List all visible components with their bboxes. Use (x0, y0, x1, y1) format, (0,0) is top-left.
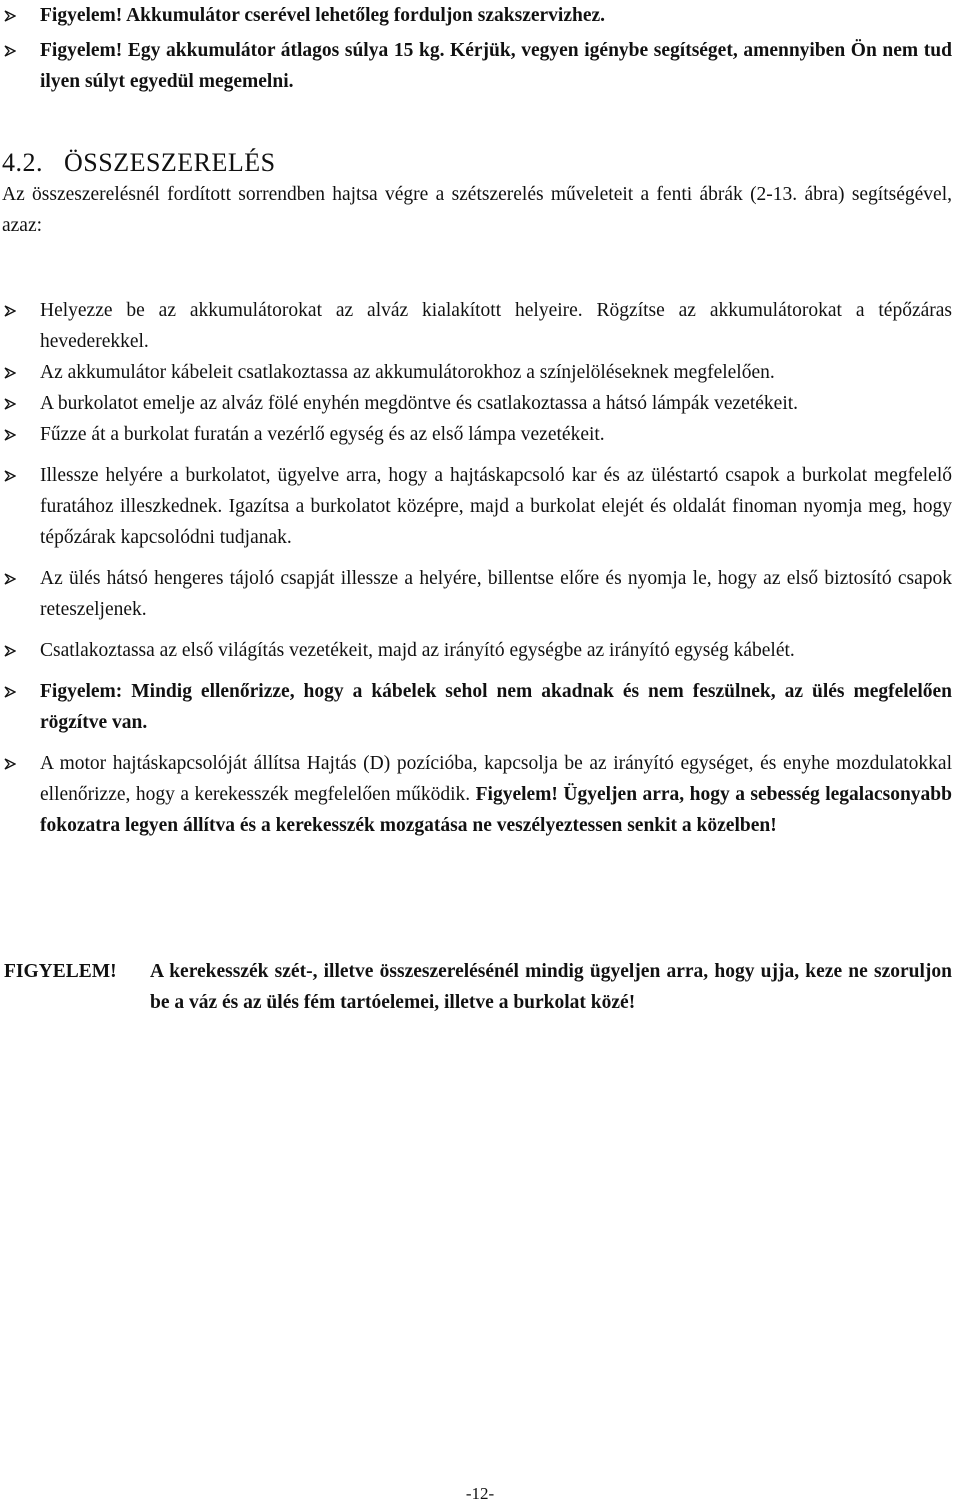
assembly-steps-list (0, 295, 960, 841)
final-warning (4, 956, 960, 1018)
section-heading (0, 146, 952, 180)
list-item-warning (0, 676, 960, 738)
list-item-text: Figyelem! Akkumulátor cserével lehetőleg forduljon szakszervizhez. (40, 5, 606, 26)
list-item-text: Az akkumulátor kábeleit csatlakoztassa az akkumulátorokhoz a színjelöléseknek megfelelően. (40, 362, 775, 383)
arrowhead-bullet-icon (2, 357, 18, 388)
section-number: 4.2. (2, 148, 43, 177)
list-item (0, 748, 960, 841)
list-item-text: Figyelem: Mindig ellenőrizze, hogy a kábelek sehol nem akadnak és nem feszülnek, az ülés megfelelően rögzítve van. (40, 681, 952, 733)
warning-label: FIGYELEM! (4, 961, 117, 982)
arrowhead-bullet-icon (2, 0, 18, 31)
arrowhead-bullet-icon (2, 460, 18, 491)
list-item (0, 419, 960, 450)
arrowhead-bullet-icon (2, 295, 18, 326)
section-title: ÖSSZESZERELÉS (64, 148, 276, 177)
list-item (0, 35, 960, 97)
list-item (0, 460, 960, 553)
arrowhead-bullet-icon (2, 563, 18, 594)
list-item (0, 357, 960, 388)
arrowhead-bullet-icon (2, 419, 18, 450)
top-bullet-list (0, 0, 960, 97)
list-item (0, 295, 960, 357)
warning-text: A kerekesszék szét-, illetve összeszerelésénél mindig ügyeljen arra, hogy ujja, keze ne szoruljon be a váz és az ülés fém tartóelemei, illetve a burkolat közé! (150, 961, 952, 1013)
arrowhead-bullet-icon (2, 748, 18, 779)
arrowhead-bullet-icon (2, 35, 18, 66)
list-item-text: Az ülés hátsó hengeres tájoló csapját illessze a helyére, billentse előre és nyomja le, hogy az első biztosító csapok reteszeljenek. (40, 568, 952, 620)
arrowhead-bullet-icon (2, 388, 18, 419)
list-item-text: Helyezze be az akkumulátorokat az alváz kialakított helyeire. Rögzítse az akkumulátorokat a tépőzáras hevederekkel. (40, 300, 952, 352)
page-number: -12- (465, 1484, 495, 1503)
intro-paragraph (0, 179, 960, 241)
list-item (0, 635, 960, 666)
arrowhead-bullet-icon (2, 635, 18, 666)
list-item-text: Figyelem! Egy akkumulátor átlagos súlya 15 kg. Kérjük, vegyen igénybe segítséget, amennyiben Ön nem tud ilyen súlyt egyedül megemelni. (40, 40, 952, 92)
intro-text: Az összeszerelésnél fordított sorrendben hajtsa végre a szétszerelés műveleteit a fenti ábrák (2-13. ábra) segítségével, azaz: (2, 184, 952, 236)
arrowhead-bullet-icon (2, 676, 18, 707)
list-item (0, 388, 960, 419)
list-item-text: A burkolatot emelje az alváz fölé enyhén megdöntve és csatlakoztassa a hátsó lámpák vezetékeit. (40, 393, 799, 414)
list-item-text: Illessze helyére a burkolatot, ügyelve arra, hogy a hajtáskapcsoló kar és az üléstartó csapok a burkolat megfelelő furatához illeszkednek. Igazítsa a burkolatot középre, majd a burkolat elejét és oldalát finoman nyomja meg, hogy tépőzárak kapcsolódni tudjanak. (40, 465, 952, 548)
list-item (0, 0, 960, 31)
list-item-text: Csatlakoztassa az első világítás vezetékeit, majd az irányító egységbe az irányító egység kábelét. (40, 640, 795, 661)
list-item-text: A motor hajtáskapcsolóját állítsa Hajtás (D) pozícióba, kapcsolja be az irányító egységet, és enyhe mozdulatokkal ellenőrizze, hogy a kerekesszék megfelelően működik. (40, 753, 952, 805)
list-item (0, 563, 960, 625)
list-item-bold-text: Figyelem! Ügyeljen arra, hogy a sebesség legalacsonyabb fokozatra legyen állítva és a kerekesszék mozgatása ne veszélyeztessen senkit a közelben! (40, 784, 952, 836)
list-item-text: Fűzze át a burkolat furatán a vezérlő egység és az első lámpa vezetékeit. (40, 424, 605, 445)
